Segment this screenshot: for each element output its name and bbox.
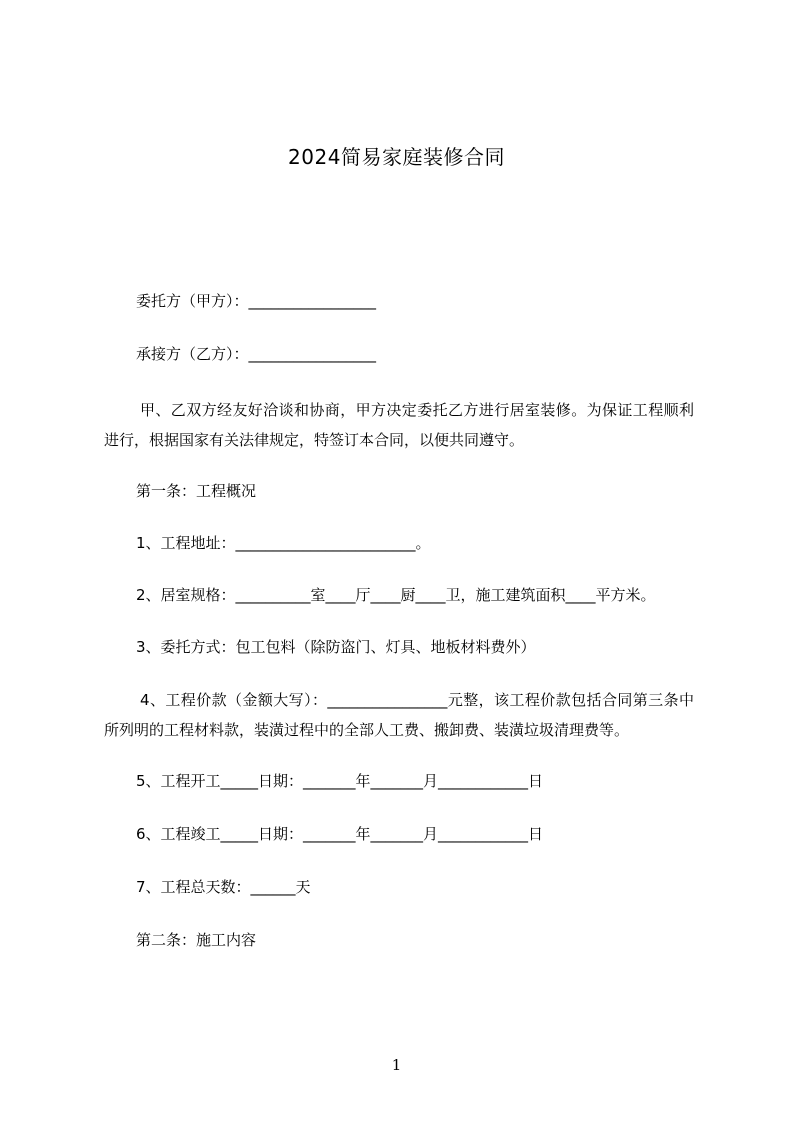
client-party-line: 委托方（甲方）：_________________	[136, 292, 377, 310]
item-completion-date: 6、工程竣工_____日期：_______年_______月____________日	[136, 825, 544, 843]
item-project-price: 4、工程价款（金额大写）：________________元整，该工程价款包括合同第三条中所列明的工程材料款，装潢过程中的全部人工费、搬卸费、装潢垃圾清理费等。	[104, 691, 694, 739]
item-commission-method: 3、委托方式：包工包料（除防盗门、灯具、地板材料费外）	[136, 638, 536, 656]
contractor-party-line: 承接方（乙方）：_________________	[136, 345, 377, 363]
article1-heading: 第一条：工程概况	[136, 482, 257, 500]
item-total-days: 7、工程总天数：______天	[136, 878, 311, 896]
article2-heading: 第二条：施工内容	[136, 931, 257, 949]
page-number: 1	[391, 1056, 402, 1074]
item-room-spec: 2、居室规格：__________室____厅____厨____卫，施工建筑面积____平方米。	[136, 586, 656, 604]
intro-paragraph: 甲、乙双方经友好洽谈和协商，甲方决定委托乙方进行居室装修。为保证工程顺利进行，根据国家有关法律规定，特签订本合同，以便共同遵守。	[104, 401, 694, 449]
document-title: 2024简易家庭装修合同	[288, 145, 505, 169]
item-project-address: 1、工程地址：________________________。	[136, 534, 431, 552]
item-start-date: 5、工程开工_____日期：_______年_______月____________日	[136, 772, 544, 790]
